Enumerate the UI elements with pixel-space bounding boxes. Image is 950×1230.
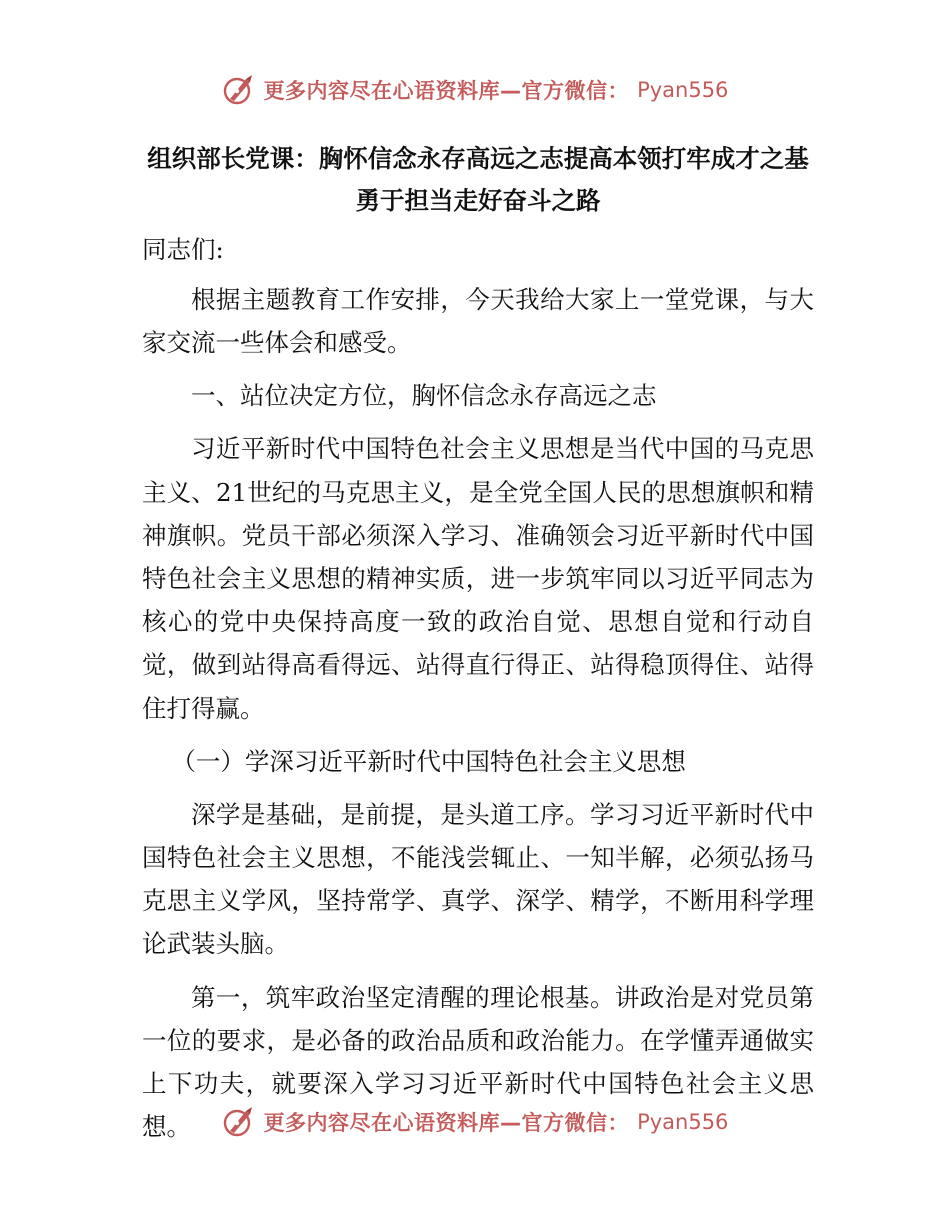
- intro-paragraph: 根据主题教育工作安排，今天我给大家上一堂党课，与大家交流一些体会和感受。: [142, 285, 814, 358]
- subsection-1-heading: （一）学深习近平新时代中国特色社会主义思想: [171, 746, 686, 776]
- point-1-paragraph: 第一，筑牢政治坚定清醒的理论根基。讲政治是对党员第一位的要求，是必备的政治品质和政治能力。在学懂弄通做实上下功夫，就要深入学习习近平新时代中国特色社会主义思想。: [142, 982, 814, 1142]
- pen-quill-icon: [222, 1105, 256, 1139]
- salutation: 同志们:: [142, 235, 224, 264]
- watermark-text: 更多内容尽在心语资料库—官方微信：: [263, 79, 630, 103]
- watermark-contact: Pyan556: [637, 78, 729, 102]
- subsection-1-paragraph: 深学是基础，是前提，是头道工序。学习习近平新时代中国特色社会主义思想，不能浅尝辄止、一知半解，必须弘扬马克思主义学风，坚持常学、真学、深学、精学，不断用科学理论武装头脑。: [142, 799, 814, 959]
- header-watermark: [0, 70, 950, 110]
- watermark-contact: Pyan556: [637, 1110, 729, 1134]
- title-line-2: 勇于担当走好奋斗之路: [355, 186, 601, 215]
- section-1-heading: 一、站位决定方位，胸怀信念永存高远之志: [191, 381, 657, 411]
- document-title: [142, 138, 814, 222]
- title-line-1: 组织部长党课：胸怀信念永存高远之志提高本领打牢成才之基: [147, 144, 809, 173]
- pen-quill-icon: [222, 73, 256, 107]
- section-1-paragraph: 习近平新时代中国特色社会主义思想是当代中国的马克思主义、21世纪的马克思主义，是全党全国人民的思想旗帜和精神旗帜。党员干部必须深入学习、准确领会习近平新时代中国特色社会主义思想的精神实质，进一步筑牢同以习近平同志为核心的党中央保持高度一致的政治自觉、思想自觉和行动自觉，做到站得高看得远、站得直行得正、站得稳顶得住、站得住打得赢。: [142, 434, 814, 723]
- footer-watermark: [0, 1102, 950, 1142]
- watermark-text: 更多内容尽在心语资料库—官方微信：: [263, 1111, 630, 1135]
- document-body: [142, 138, 814, 1158]
